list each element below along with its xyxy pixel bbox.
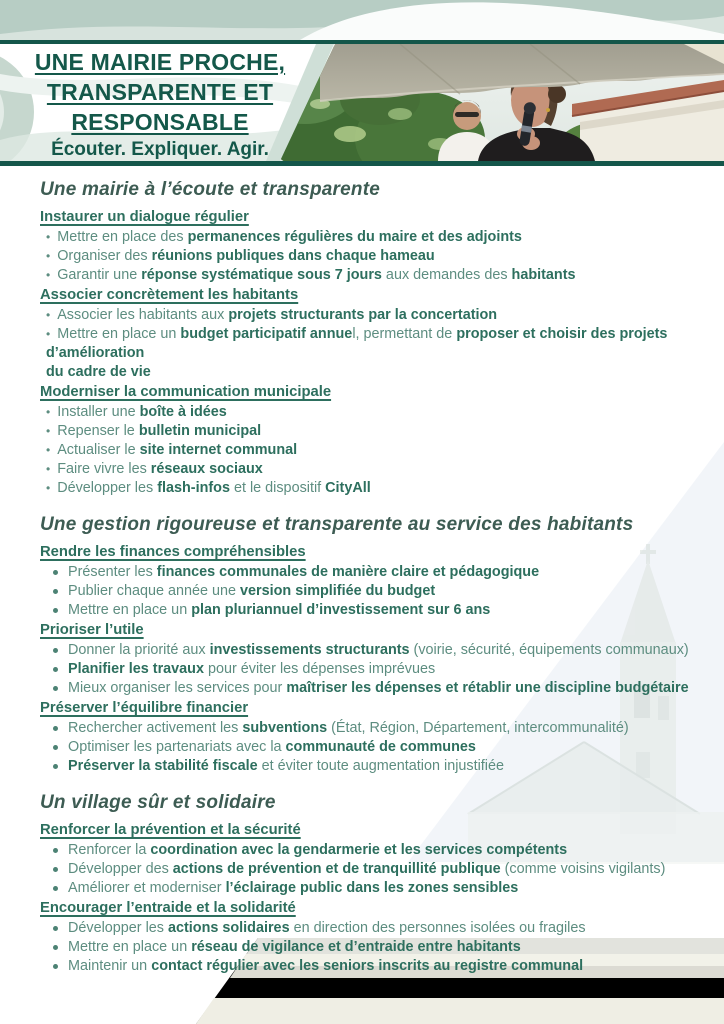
regular-text: Mieux organiser les services pour [68,680,287,696]
group-heading: Préserver l’équilibre financier [40,700,249,716]
group-heading: Prioriser l’utile [40,622,144,638]
bold-text: coordination avec la gendarmerie et les services compétents [150,842,568,858]
regular-text: Développer les [57,480,158,496]
regular-text: Mettre en place un [68,602,192,618]
program-section [40,179,712,498]
bullet-item [40,938,712,957]
bullet-item [40,719,712,738]
bold-text: CityAll [325,480,371,496]
regular-text: Améliorer et moderniser [68,880,226,896]
bullet-item [40,228,712,247]
bullet-item [40,601,712,620]
bullet-list [40,306,712,382]
bold-text: version simplifiée du budget [240,583,436,599]
header [0,44,724,161]
bold-text: budget participatif annue [180,326,353,342]
bold-text: actions solidaires [168,920,290,936]
header-photo-scene [280,44,724,161]
bold-text: plan pluriannuel d’investissement sur 6 ans [191,602,491,618]
bold-text: investissements structurants [209,642,410,658]
bold-text: réponse systématique sous 7 jours [141,267,382,283]
group-heading: Encourager l’entraide et la solidarité [40,900,296,916]
bullet-item [40,266,712,285]
bold-text: réunions publiques dans chaque hameau [151,248,435,264]
bold-text: communauté de communes [285,739,476,755]
regular-text: Associer les habitants aux [57,307,229,323]
regular-text: Renforcer la [68,842,151,858]
bullet-item [40,957,712,976]
bold-text: habitants [511,267,576,283]
program-section [40,514,712,776]
regular-text: Publier chaque année une [68,583,241,599]
section-title: Une gestion rigoureuse et transparente au service des habitants [40,514,634,535]
divider-top [0,40,724,44]
bold-text: permanences régulières du maire et des adjoints [187,229,522,245]
bold-text: projets structurants par la concertation [228,307,498,323]
regular-text: l, permettant de [352,326,457,342]
regular-text: Repenser le [57,423,139,439]
regular-text: Optimiser les partenariats avec la [68,739,286,755]
bold-text: boîte à idées [139,404,227,420]
bold-text: Préserver la stabilité fiscale [68,758,258,774]
bold-text: proposer et choisir des projets d’amélioration [46,326,668,361]
regular-text: Organiser des [57,248,152,264]
regular-text: Actualiser le [57,442,140,458]
regular-text: (État, Région, Département, intercommunalité) [327,720,629,736]
bullet-list [40,841,712,898]
regular-text: (voirie, sécurité, équipements communaux) [409,642,689,658]
divider-bottom [0,161,724,166]
top-decorative-band [0,0,724,40]
regular-text: Développer les [68,920,168,936]
bold-text: bulletin municipal [138,423,262,439]
bullet-item [40,306,712,325]
regular-text: Garantir une [57,267,142,283]
bullet-list [40,228,712,285]
regular-text: et éviter toute augmentation injustifiée [257,758,504,774]
bullet-item [40,757,712,776]
group-heading: Rendre les finances compréhensibles [40,544,306,560]
group-heading: Associer concrètement les habitants [40,287,299,303]
bullet-list [40,641,712,698]
regular-text: Rechercher activement les [68,720,243,736]
bullet-item [40,738,712,757]
bold-text: l’éclairage public dans les zones sensibles [225,880,519,896]
content-sections [40,179,712,976]
bullet-item [40,325,712,382]
bullet-item [40,479,712,498]
group-heading: Instaurer un dialogue régulier [40,209,249,225]
header-photo [280,44,724,161]
regular-text: Maintenir un [68,958,152,974]
bullet-item [40,679,712,698]
bold-text: du cadre de vie [46,364,151,380]
bullet-item [40,441,712,460]
regular-text: pour éviter les dépenses imprévues [203,661,436,677]
bullet-item [40,919,712,938]
title-block [8,47,312,162]
bullet-item [40,860,712,879]
bold-text: subventions [242,720,328,736]
bullet-list [40,719,712,776]
program-section [40,792,712,976]
group-heading: Renforcer la prévention et la sécurité [40,822,301,838]
bullet-item [40,403,712,422]
bold-text: actions de prévention et de tranquillité publique [172,861,501,877]
regular-text: Mettre en place des [57,229,188,245]
regular-text: Mettre en place un [68,939,192,955]
bullet-item [40,641,712,660]
bold-text: contact régulier avec les seniors inscrits au registre communal [151,958,584,974]
flyer-title-line-1: UNE MAIRIE PROCHE, [34,49,286,75]
bold-text: site internet communal [139,442,298,458]
flyer-tagline: Écouter. Expliquer. Agir. [51,139,269,160]
regular-text: Développer des [68,861,173,877]
group-heading: Moderniser la communication municipale [40,384,332,400]
top-band-waves [0,0,724,40]
regular-text: en direction des personnes isolées ou fragiles [289,920,586,936]
flyer-title-line-2: TRANSPARENTE ET [46,79,274,105]
section-title: Un village sûr et solidaire [40,792,276,813]
regular-text: Présenter les [68,564,157,580]
regular-text: et le dispositif [229,480,326,496]
regular-text: Donner la priorité aux [68,642,210,658]
bullet-item [40,660,712,679]
bullet-list [40,919,712,976]
regular-text: Mettre en place un [57,326,181,342]
bold-text: finances communales de manière claire et pédagogique [156,564,540,580]
bullet-list [40,563,712,620]
bold-text: maîtriser les dépenses et rétablir une discipline budgétaire [286,680,689,696]
regular-text: (comme voisins vigilants) [500,861,666,877]
regular-text: aux demandes des [381,267,512,283]
section-title: Une mairie à l’écoute et transparente [40,179,381,200]
content [0,166,724,1024]
bullet-item [40,841,712,860]
bullet-item [40,247,712,266]
bold-text: réseaux sociaux [150,461,263,477]
regular-text: Faire vivre les [57,461,151,477]
bullet-item [40,582,712,601]
bullet-item [40,879,712,898]
bullet-list [40,403,712,498]
bullet-item [40,422,712,441]
bold-text: flash-infos [157,480,230,496]
bullet-item [40,563,712,582]
flyer-title-line-3: RESPONSABLE [71,109,249,135]
bullet-item [40,460,712,479]
bold-text: réseau de vigilance et d’entraide entre habitants [191,939,521,955]
regular-text: Installer une [57,404,140,420]
bold-text: Planifier les travaux [68,661,204,677]
